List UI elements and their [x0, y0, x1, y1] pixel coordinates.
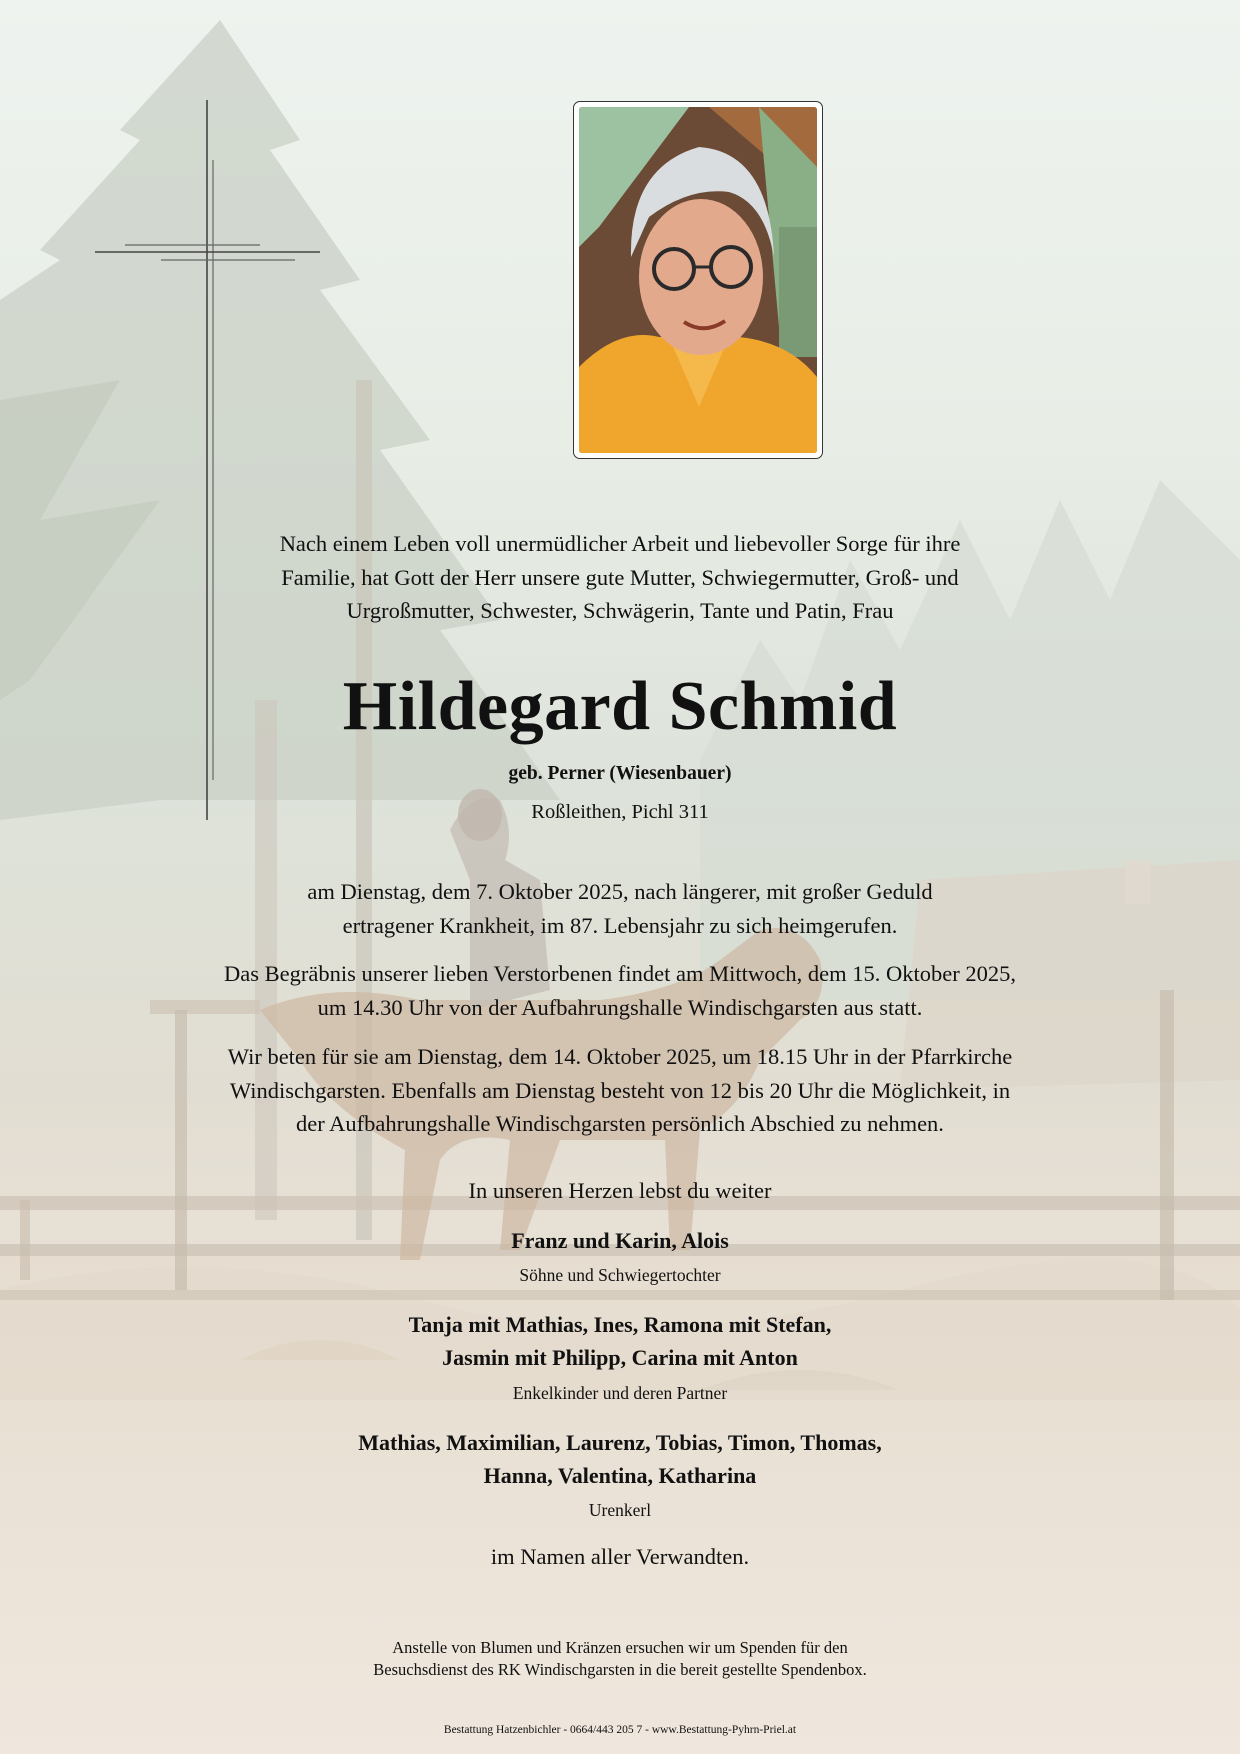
- prayer-line: Windischgarsten. Ebenfalls am Dienstag besteht von 12 bis 20 Uhr die Möglichkeit, in: [229, 1077, 1011, 1103]
- family-names-sons: [0, 1224, 1240, 1257]
- family-names-line: Hanna, Valentina, Katharina: [483, 1463, 757, 1488]
- closing-line: In unseren Herzen lebst du weiter: [468, 1178, 772, 1203]
- prayer-paragraph: [0, 1040, 1240, 1141]
- portrait-frame: [573, 101, 823, 459]
- behalf-line: im Namen aller Verwandten.: [490, 1544, 750, 1569]
- address: Roßleithen, Pichl 311: [531, 801, 709, 823]
- family-names-great-grandchildren: [0, 1426, 1240, 1492]
- intro-text: [0, 527, 1240, 628]
- family-names-line: Jasmin mit Philipp, Carina mit Anton: [442, 1345, 798, 1370]
- donation-line: Besuchsdienst des RK Windischgarsten in die bereit gestellte Spendenbox.: [373, 1660, 867, 1679]
- portrait-photo: [579, 107, 817, 453]
- birth-name: geb. Perner (Wiesenbauer): [508, 763, 732, 784]
- prayer-line: der Aufbahrungshalle Windischgarsten persönlich Abschied zu nehmen.: [296, 1111, 944, 1136]
- donation-note: [0, 1637, 1240, 1681]
- death-line: ertragener Krankheit, im 87. Lebensjahr zu sich heimgerufen.: [342, 912, 898, 938]
- funeral-line: Das Begräbnis unserer lieben Verstorbenen findet am Mittwoch, dem 15. Oktober 2025,: [224, 961, 1016, 986]
- prayer-line: Wir beten für sie am Dienstag, dem 14. Oktober 2025, um 18.15 Uhr in der Pfarrkirche: [227, 1044, 1013, 1069]
- deceased-name: Hildegard Schmid: [342, 668, 898, 745]
- donation-line: Anstelle von Blumen und Kränzen ersuchen wir um Spenden für den: [392, 1638, 848, 1657]
- family-role-great-grandchildren: Urenkerl: [588, 1500, 652, 1520]
- family-names-line: Tanja mit Mathias, Ines, Ramona mit Stefan,: [408, 1312, 832, 1337]
- intro-line: Familie, hat Gott der Herr unsere gute Mutter, Schwiegermutter, Groß- und: [281, 564, 959, 590]
- funeral-paragraph: [0, 957, 1240, 1024]
- intro-line: Urgroßmutter, Schwester, Schwägerin, Tante und Patin, Frau: [346, 598, 894, 623]
- family-role-sons: Söhne und Schwiegertochter: [519, 1265, 721, 1285]
- family-names-line: Mathias, Maximilian, Laurenz, Tobias, Timon, Thomas,: [358, 1430, 882, 1455]
- funeral-line: um 14.30 Uhr von der Aufbahrungshalle Windischgarsten aus statt.: [317, 994, 923, 1020]
- footer-credit: Bestattung Hatzenbichler - 0664/443 205 7 - www.Bestattung-Pyhrn-Priel.at: [443, 1724, 797, 1736]
- family-names-line: Franz und Karin, Alois: [511, 1228, 729, 1253]
- family-names-grandchildren: [0, 1308, 1240, 1374]
- death-paragraph: [0, 875, 1240, 942]
- intro-line: Nach einem Leben voll unermüdlicher Arbeit und liebevoller Sorge für ihre: [279, 531, 961, 556]
- family-role-grandchildren: Enkelkinder und deren Partner: [512, 1383, 728, 1403]
- death-line: am Dienstag, dem 7. Oktober 2025, nach längerer, mit großer Geduld: [307, 879, 933, 904]
